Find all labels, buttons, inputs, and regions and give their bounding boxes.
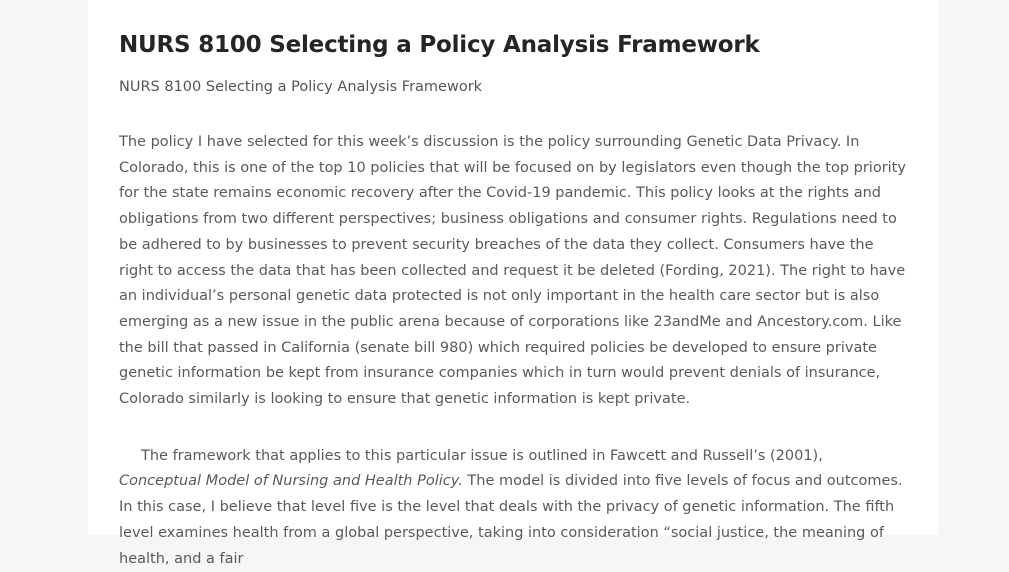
- paragraph-2-text-end: The model is divided into five levels of focus and outcomes. In this case, I believe that level five is the level that deals with the privacy of genetic information. The fifth level examines health from a global perspective, taking into consideration “social justice, the meaning of health, and a fair: [119, 473, 903, 567]
- paragraph-2: [119, 444, 909, 572]
- article-title: NURS 8100 Selecting a Policy Analysis Framework: [119, 32, 760, 58]
- paragraph-2-text-start: The framework that applies to this particular issue is outlined in Fawcett and Russell’s (2001),: [141, 447, 823, 464]
- paragraph-1: The policy I have selected for this week’s discussion is the policy surrounding Genetic Data Privacy. In Colorado, this is one of the top 10 policies that will be focused on by legislators even though the top priority for the state remains economic recovery after the Covid-19 pandemic. This policy looks at the rights and obligations from two different perspectives; business obligations and consumer rights. Regulations need to be adhered to by businesses to prevent security breaches of the data they collect. Consumers have the right to access the data that has been collected and request it be deleted (Fording, 2021). The right to have an individual’s personal genetic data protected is not only important in the health care sector but is also emerging as a new issue in the public arena because of corporations like 23andMe and Ancestory.com. Like the bill that passed in California (senate bill 980) which required policies be developed to ensure private genetic information be kept from insurance companies which in turn would prevent denials of insurance, Colorado similarly is looking to ensure that genetic information is kept private.: [119, 134, 906, 408]
- article-content: [119, 28, 909, 572]
- paragraph-2-book-title: Conceptual Model of Nursing and Health Policy.: [119, 473, 463, 490]
- article-subtitle: NURS 8100 Selecting a Policy Analysis Framework: [119, 79, 483, 95]
- article-card: [88, 0, 938, 567]
